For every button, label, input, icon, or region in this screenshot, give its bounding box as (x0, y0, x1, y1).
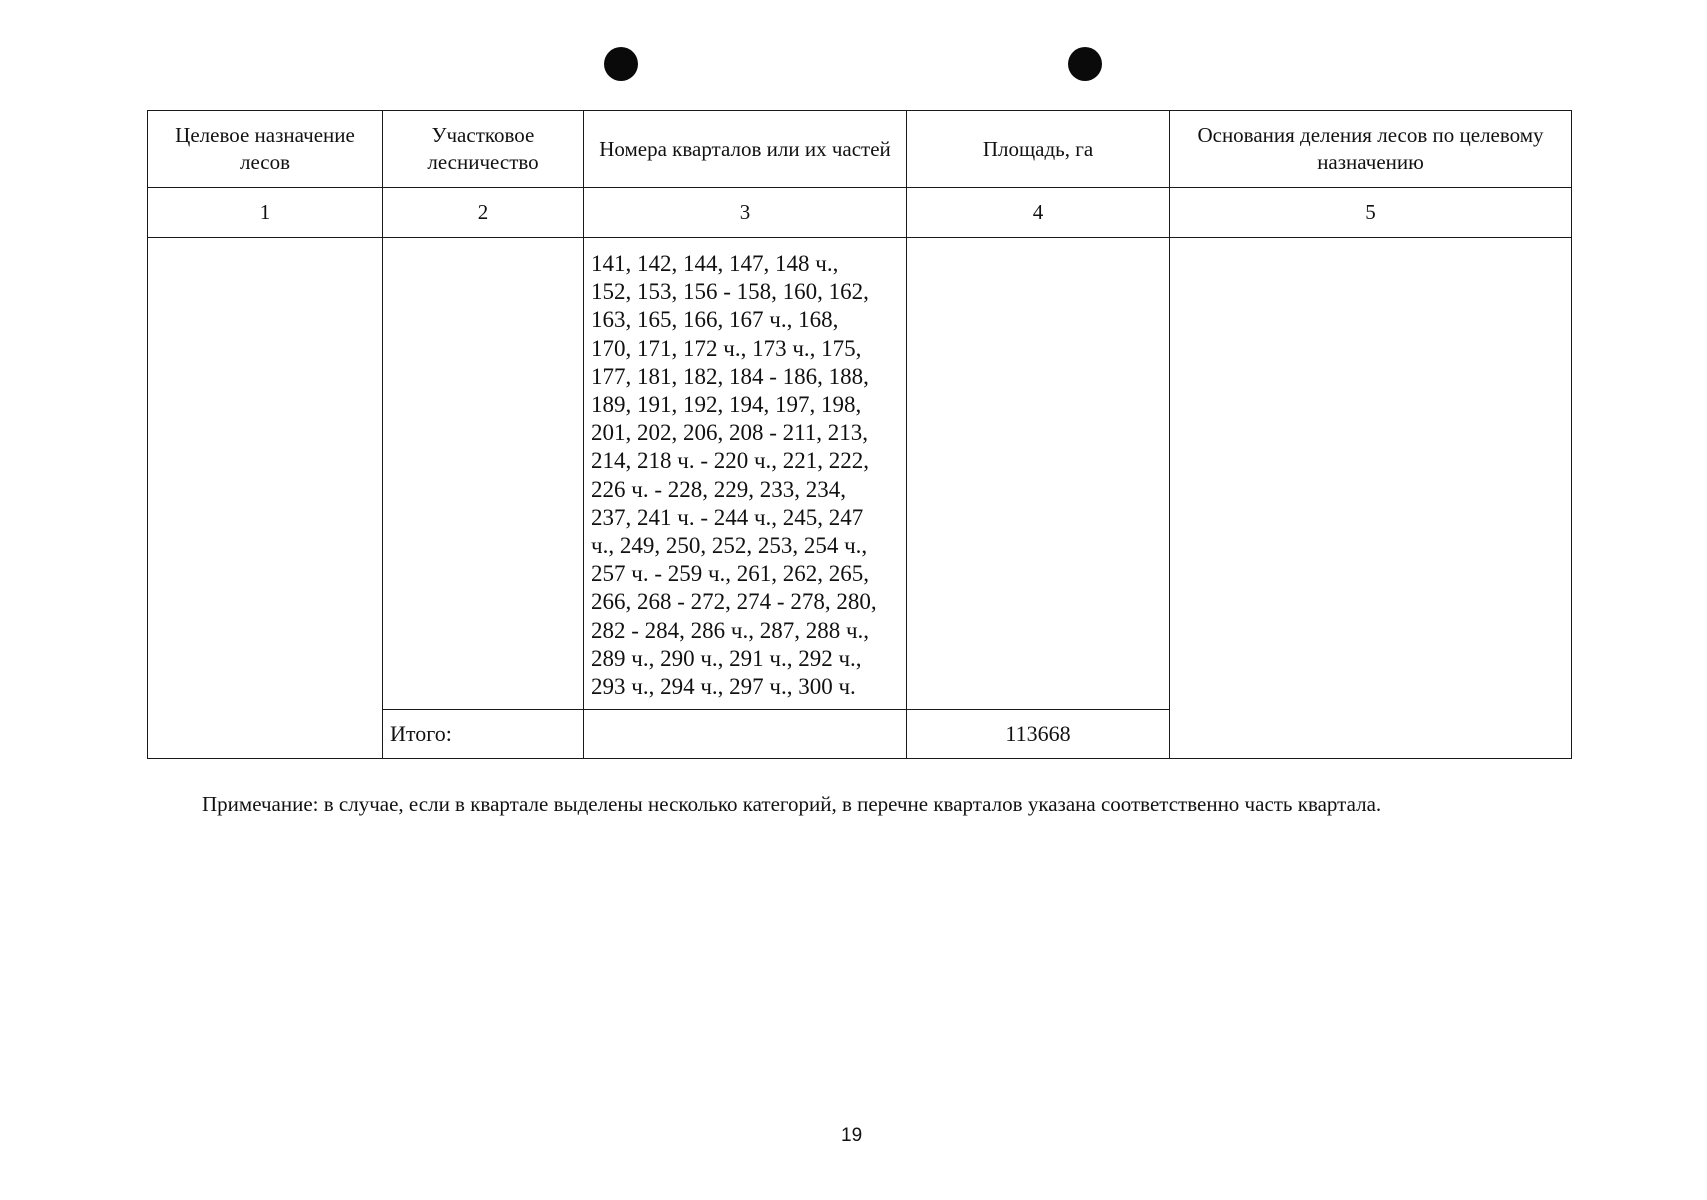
column-number: 5 (1170, 188, 1572, 238)
column-number: 4 (907, 188, 1170, 238)
punch-hole-left (604, 47, 638, 81)
area-cell (907, 238, 1170, 710)
quarter-line: 282 - 284, 286 ч., 287, 288 ч., (591, 617, 870, 643)
quarter-numbers-cell (584, 238, 907, 710)
forest-division-table (147, 110, 1572, 759)
quarter-line: 293 ч., 294 ч., 297 ч., 300 ч. (591, 674, 856, 700)
purpose-cell (148, 238, 383, 759)
division-basis-cell (1170, 238, 1572, 759)
quarter-line: 257 ч. - 259 ч., 261, 262, 265, (591, 561, 870, 587)
forestry-district-cell (383, 238, 584, 710)
quarter-line: 152, 153, 156 - 158, 160, 162, (591, 279, 869, 305)
header-purpose: Целевое назначение лесов (148, 111, 383, 188)
quarter-line: 177, 181, 182, 184 - 186, 188, (591, 363, 869, 389)
punch-hole-right (1068, 47, 1102, 81)
quarter-line: 201, 202, 206, 208 - 211, 213, (591, 420, 869, 446)
header-quarter-numbers: Номера кварталов или их частей (584, 111, 907, 188)
quarter-line: 141, 142, 144, 147, 148 ч., (591, 251, 839, 276)
table-row (148, 238, 1572, 710)
total-label: Итого: (383, 710, 584, 759)
header-division-basis: Основания деления лесов по целевому назначению (1170, 111, 1572, 188)
total-quarters-cell (584, 710, 907, 759)
quarter-line: 163, 165, 166, 167 ч., 168, (591, 307, 839, 333)
quarter-line: 189, 191, 192, 194, 197, 198, (591, 392, 862, 418)
quarter-line: 266, 268 - 272, 274 - 278, 280, (591, 589, 877, 615)
total-area-value: 113668 (907, 710, 1170, 759)
page-number: 19 (841, 1125, 863, 1146)
quarter-line: 237, 241 ч. - 244 ч., 245, 247 (591, 504, 864, 530)
table-header-row (148, 111, 1572, 188)
header-area: Площадь, га (907, 111, 1170, 188)
quarter-line: 226 ч. - 228, 229, 233, 234, (591, 476, 846, 502)
column-number: 3 (584, 188, 907, 238)
quarter-line: 214, 218 ч. - 220 ч., 221, 222, (591, 448, 870, 474)
column-number: 2 (383, 188, 584, 238)
quarter-line: ч., 249, 250, 252, 253, 254 ч., (591, 533, 868, 559)
quarter-line: 289 ч., 290 ч., 291 ч., 292 ч., (591, 645, 862, 671)
column-number-row (148, 188, 1572, 238)
header-forestry-district: Участковое лесничество (383, 111, 584, 188)
quarter-line: 170, 171, 172 ч., 173 ч., 175, (591, 335, 862, 361)
footnote: Примечание: в случае, если в квартале выделены несколько категорий, в перечне кварталов указана соответственно часть квартала. (202, 792, 1382, 816)
column-number: 1 (148, 188, 383, 238)
